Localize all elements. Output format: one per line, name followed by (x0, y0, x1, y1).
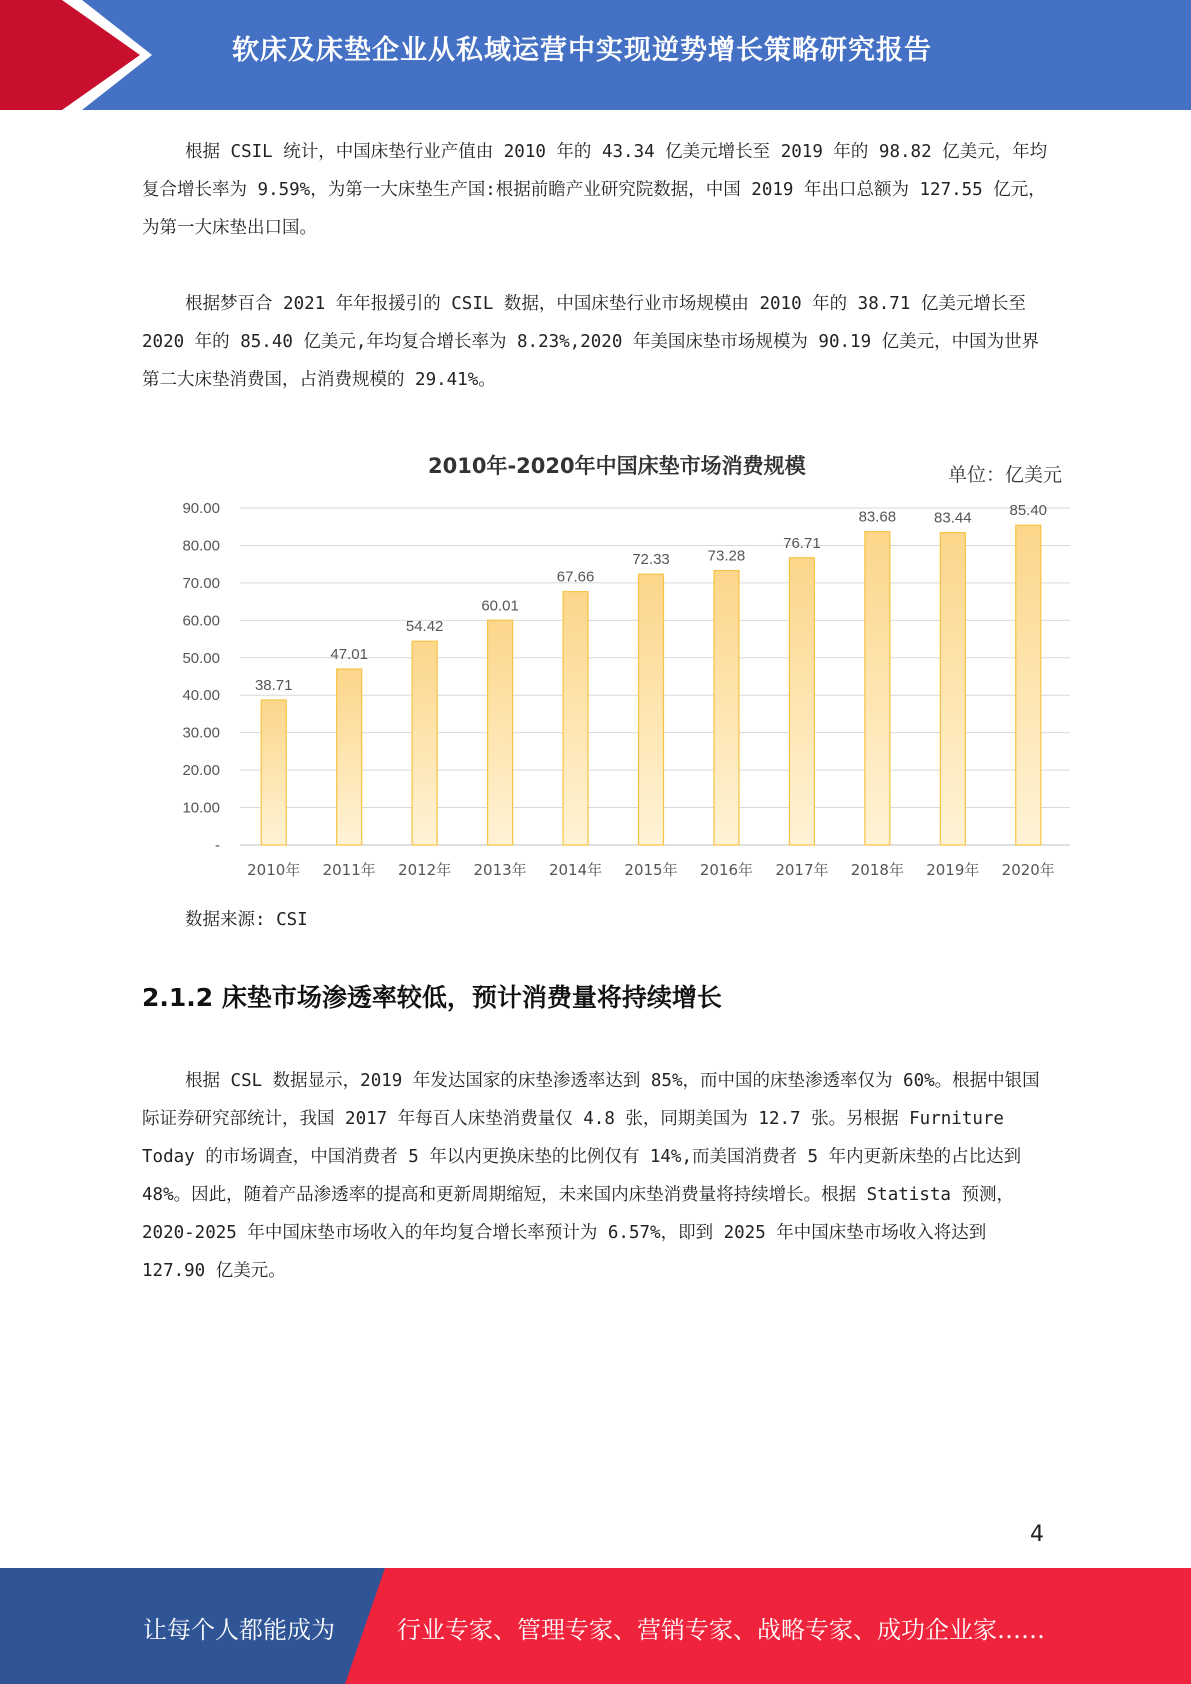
paragraph-penetration: 根据 CSL 数据显示，2019 年发达国家的床垫渗透率达到 85%，而中国的床垫渗透率仅为 60%。根据中银国际证券研究部统计，我国 2017 年每百人床垫消费量仅 4.8 张，同期美国为 12.7 张。另根据 Furniture Today 的市场调查，中国消费者 5 年以内更换床垫的比例仅有 14%,而美国消费者 5 年内更新床垫的占比达到 48%。因此，随着产品渗透率的提高和更新周期缩短，未来国内床垫消费量将持续增长。根据 Statista 预测，2020-2025 年中国床垫市场收入的年均复合增长率预计为 6.57%，即到 2025 年中国床垫市场收入将达到 127.90 亿美元。 (142, 1071, 1040, 1281)
x-tick-label: 2010年 (247, 861, 301, 879)
y-tick-label: - (215, 837, 220, 854)
data-label: 73.28 (707, 547, 746, 565)
data-label: 54.42 (405, 618, 444, 636)
x-tick-label: 2011年 (322, 861, 376, 879)
data-label: 83.68 (858, 508, 897, 526)
data-label: 72.33 (632, 551, 670, 569)
section-heading: 2.1.2 床垫市场渗透率较低，预计消费量将持续增长 (142, 983, 722, 1012)
x-tick-label: 2012年 (398, 861, 452, 879)
market-size-chart (170, 440, 1090, 900)
y-tick-label: 50.00 (182, 649, 220, 667)
paragraph-production-value: 根据 CSIL 统计，中国床垫行业产值由 2010 年的 43.34 亿美元增长至 2019 年的 98.82 亿美元，年均复合增长率为 9.59%，为第一大床垫生产国:根据前瞻产业研究院数据，中国 2019 年出口总额为 127.55 亿元，为第一大床垫出口国。 (142, 142, 1048, 238)
y-tick-label: 90.00 (182, 500, 220, 517)
x-tick-label: 2013年 (473, 861, 527, 879)
bar-2012年 (412, 641, 437, 845)
footer-slogan-left: 让每个人都能成为 (143, 1616, 335, 1644)
data-label: 85.40 (1009, 502, 1048, 520)
page-header (0, 0, 1191, 110)
x-tick-label: 2015年 (624, 861, 678, 879)
x-tick-label: 2020年 (1001, 861, 1055, 879)
y-tick-label: 10.00 (182, 799, 220, 817)
page-footer (0, 1568, 1191, 1684)
page-number: 4 (1030, 1522, 1044, 1547)
chart-canvas (170, 440, 1090, 900)
y-tick-label: 60.00 (182, 612, 220, 630)
data-label: 47.01 (330, 645, 368, 663)
paragraph-market-size: 根据梦百合 2021 年年报援引的 CSIL 数据，中国床垫行业市场规模由 2010 年的 38.71 亿美元增长至 2020 年的 85.40 亿美元,年均复合增长率为 8.23%,2020 年美国床垫市场规模为 90.19 亿美元，中国为世界第二大床垫消费国，占消费规模的 29.41%。 (142, 294, 1040, 390)
x-tick-label: 2019年 (926, 861, 980, 879)
x-tick-label: 2017年 (775, 861, 829, 879)
y-tick-label: 80.00 (182, 537, 220, 555)
data-label: 60.01 (481, 597, 519, 615)
x-tick-label: 2014年 (548, 861, 603, 879)
bar-2015年 (639, 574, 664, 845)
bar-2020年 (1016, 525, 1041, 845)
bar-2014年 (563, 592, 588, 845)
bar-2011年 (337, 669, 362, 845)
data-source: 数据来源: CSI (185, 910, 308, 930)
y-tick-label: 30.00 (182, 724, 220, 742)
footer-slogan-right: 行业专家、管理专家、营销专家、战略专家、成功企业家…… (397, 1616, 1045, 1644)
bar-2019年 (940, 533, 965, 845)
data-label: 76.71 (783, 534, 821, 552)
bar-2017年 (789, 558, 814, 845)
y-tick-label: 20.00 (182, 762, 220, 780)
bar-2018年 (865, 532, 890, 845)
bar-2010年 (261, 700, 286, 845)
bar-2013年 (488, 620, 513, 845)
x-tick-label: 2018年 (850, 861, 904, 879)
y-tick-label: 70.00 (182, 574, 220, 592)
chart-unit: 单位：亿美元 (948, 464, 1063, 486)
data-label: 38.71 (254, 677, 293, 695)
data-label: 67.66 (556, 568, 595, 586)
bar-2016年 (714, 571, 739, 845)
data-label: 83.44 (934, 509, 972, 527)
report-title: 软床及床垫企业从私域运营中实现逆势增长策略研究报告 (232, 35, 932, 66)
chart-title: 2010年-2020年中国床垫市场消费规模 (428, 454, 806, 478)
y-tick-label: 40.00 (182, 687, 220, 705)
x-tick-label: 2016年 (699, 861, 754, 879)
